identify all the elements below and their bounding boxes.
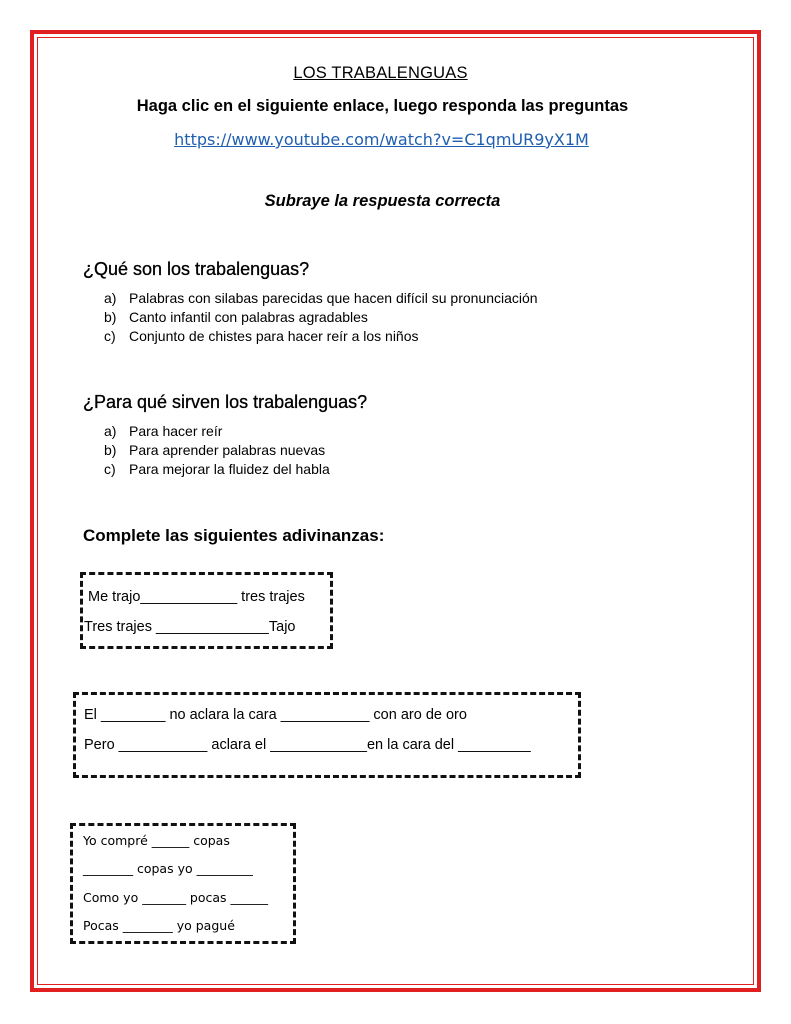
option-text: Para aprender palabras nuevas [129,442,326,458]
riddle-box-2 [73,692,581,778]
option-text: Para mejorar la fluidez del habla [129,461,330,477]
option-item[interactable] [104,441,330,460]
option-mark: a) [104,290,117,306]
riddle-box-3 [70,823,296,944]
instruction-text: Haga clic en el siguiente enlace, luego responda las preguntas [136,97,629,115]
riddle-line[interactable]: Yo compré ______ copas [83,833,230,848]
option-item[interactable] [104,422,330,441]
complete-heading: Complete las siguientes adivinanzas: [83,526,385,545]
question-1: ¿Qué son los trabalenguas? [83,259,310,279]
riddle-line[interactable]: Pero ___________ aclara el ____________en la cara del _________ [84,737,531,753]
option-text: Palabras con silabas parecidas que hacen difícil su pronunciación [129,290,538,306]
riddle-line[interactable]: Me trajo____________ tres trajes [88,589,305,605]
option-item[interactable] [104,327,538,346]
option-mark: b) [104,442,117,458]
question-2-options [104,422,330,479]
riddle-box-1 [80,572,333,649]
option-item[interactable] [104,308,538,327]
riddle-line[interactable]: Tres trajes ______________Tajo [84,619,296,635]
section-subtitle: Subraye la respuesta correcta [264,192,501,210]
riddle-line[interactable]: Como yo _______ pocas ______ [83,890,269,905]
question-1-options [104,289,538,346]
video-link[interactable]: https://www.youtube.com/watch?v=C1qmUR9yX1M [174,130,589,149]
riddle-line[interactable]: El ________ no aclara la cara ___________ con aro de oro [84,707,467,723]
option-text: Conjunto de chistes para hacer reír a los niños [129,328,419,344]
document-title: LOS TRABALENGUAS [293,64,468,82]
option-mark: a) [104,423,117,439]
question-2: ¿Para qué sirven los trabalenguas? [83,392,368,412]
option-text: Canto infantil con palabras agradables [129,309,368,325]
option-mark: c) [104,328,116,344]
riddle-line[interactable]: Pocas ________ yo pagué [83,918,235,933]
option-item[interactable] [104,460,330,479]
option-item[interactable] [104,289,538,308]
option-text: Para hacer reír [129,423,223,439]
option-mark: b) [104,309,117,325]
option-mark: c) [104,461,116,477]
riddle-line[interactable]: ________ copas yo _________ [83,861,253,876]
